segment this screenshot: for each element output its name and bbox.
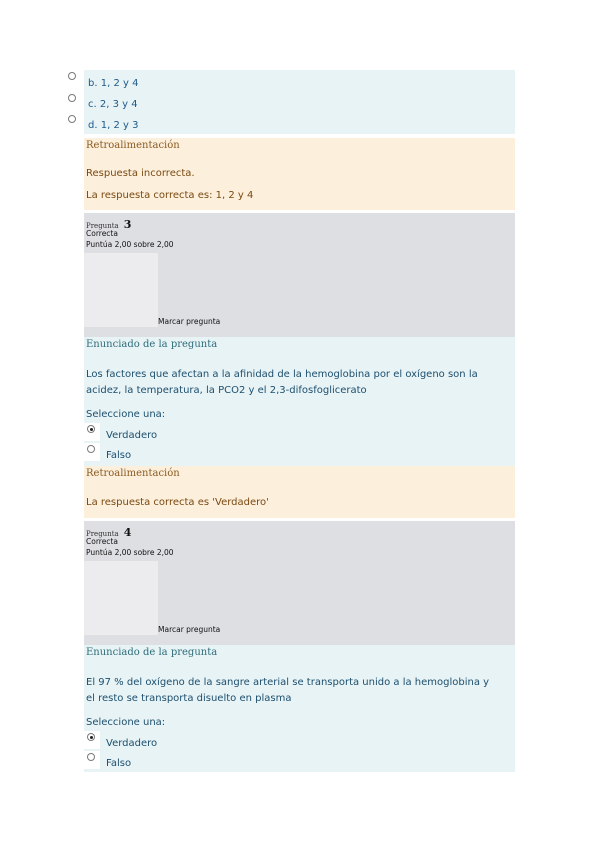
q4-flag-button[interactable]: Marcar pregunta — [158, 625, 221, 634]
q2-feedback-correct-answer: La respuesta correcta es: 1, 2 y 4 — [86, 190, 254, 201]
q2-option-d[interactable] — [88, 120, 138, 131]
q2-option-d-radio[interactable] — [68, 115, 76, 123]
q2-feedback-title: Retroalimentación — [86, 140, 180, 151]
q4-flag-area — [84, 561, 158, 635]
q2-option-b[interactable] — [88, 78, 138, 89]
q3-choice-true-label[interactable]: Verdadero — [106, 430, 158, 441]
q4-label: Pregunta — [86, 530, 119, 538]
q2-option-c-radio[interactable] — [68, 94, 76, 102]
q2-option-b-radio[interactable] — [68, 72, 76, 80]
q4-content-panel — [84, 645, 515, 772]
q2-option-d-text: 1, 2 y 3 — [100, 120, 139, 131]
q4-choice-true-radio[interactable] — [87, 733, 95, 741]
q3-score: Puntúa 2,00 sobre 2,00 — [86, 240, 174, 249]
q4-question-text: El 97 % del oxígeno de la sangre arterial se transporta unido a la hemoglobina y el resto se transporta disuelto en plasma — [86, 677, 490, 704]
q3-flag-button[interactable]: Marcar pregunta — [158, 317, 221, 326]
q4-choice-false-label[interactable]: Falso — [106, 758, 132, 769]
q3-choice-true-radio[interactable] — [87, 425, 95, 433]
q4-choice-true-label[interactable]: Verdadero — [106, 738, 158, 749]
q2-option-c-text: 2, 3 y 4 — [99, 99, 138, 110]
q4-choice-false-radio[interactable] — [87, 753, 95, 761]
q3-feedback-title: Retroalimentación — [86, 468, 180, 479]
q2-feedback-result: Respuesta incorrecta. — [86, 168, 195, 179]
q2-option-b-text: 1, 2 y 4 — [100, 78, 139, 89]
q3-flag-area — [84, 253, 158, 327]
q4-select-prompt: Seleccione una: — [86, 717, 166, 728]
q3-enunciado-title: Enunciado de la pregunta — [86, 339, 218, 350]
q3-status: Correcta — [86, 229, 118, 238]
q3-select-prompt: Seleccione una: — [86, 409, 166, 420]
q3-label: Pregunta — [86, 222, 119, 230]
q3-feedback-correct-answer: La respuesta correcta es 'Verdadero' — [86, 497, 269, 508]
q3-number: 3 — [123, 218, 132, 231]
q2-option-c[interactable] — [88, 99, 138, 110]
q2-options-panel — [84, 70, 515, 134]
q2-option-b-letter: b. — [88, 78, 98, 89]
q4-number: 4 — [123, 526, 132, 539]
q3-content-panel — [84, 337, 515, 466]
q3-question-text: Los factores que afectan a la afinidad de la hemoglobina por el oxígeno son la acidez, la temperatura, la PCO2 y el 2,3-difosfoglicerato — [86, 369, 478, 396]
q2-option-c-letter: c. — [88, 99, 97, 110]
q4-enunciado-title: Enunciado de la pregunta — [86, 647, 218, 658]
q3-choice-false-label[interactable]: Falso — [106, 450, 132, 461]
q4-score: Puntúa 2,00 sobre 2,00 — [86, 548, 174, 557]
q4-status: Correcta — [86, 537, 118, 546]
q2-option-d-letter: d. — [88, 120, 98, 131]
q3-choice-false-radio[interactable] — [87, 445, 95, 453]
